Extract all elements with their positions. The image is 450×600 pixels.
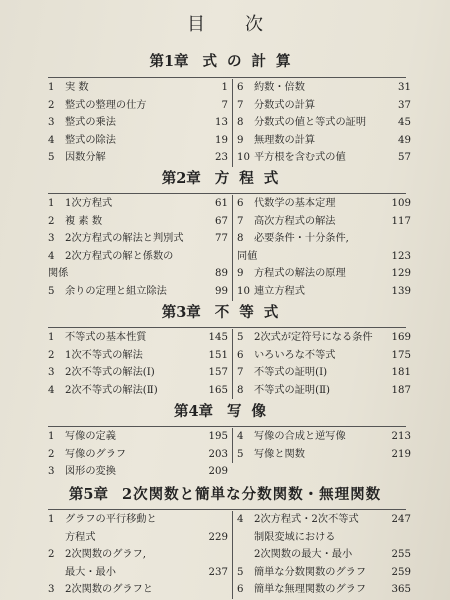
toc-item[interactable]: 7 分数式の計算 37: [237, 99, 411, 111]
left-column: [48, 511, 228, 599]
divider: [48, 426, 406, 427]
toc-item[interactable]: 3 整式の乗法 13: [48, 117, 228, 129]
divider: [48, 327, 406, 328]
toc-item[interactable]: 9 無理数の計算 49: [237, 134, 411, 146]
toc-item-continued[interactable]: 関係 89: [48, 268, 228, 280]
toc-item-continued[interactable]: 方程式 229: [65, 531, 228, 543]
chapter-name: 不等式: [214, 304, 289, 321]
toc-item[interactable]: 5 余りの定理と組立除法 99: [48, 285, 228, 297]
right-column: [232, 511, 411, 599]
right-column: [232, 428, 411, 463]
chapter-3-heading: [0, 301, 450, 322]
toc-item[interactable]: 6 簡単な無理関数のグラフ 365: [237, 584, 411, 596]
toc-title: 目次: [187, 14, 303, 35]
toc-item-continued[interactable]: 最大・最小 237: [65, 566, 228, 578]
toc-item[interactable]: 5 簡単な分数関数のグラフ 259: [237, 566, 411, 578]
toc-item[interactable]: 5 写像と関数 219: [237, 448, 411, 460]
toc-item[interactable]: 4 2次方程式の解と係数の: [48, 250, 174, 262]
right-column: [232, 79, 411, 167]
divider: [48, 193, 406, 194]
toc-item-continued[interactable]: 同値 123: [237, 250, 411, 262]
right-column: [232, 329, 411, 399]
chapter-number: 第1章: [149, 53, 189, 70]
left-column: [48, 195, 228, 301]
toc-item[interactable]: 2 複 素 数 67: [48, 215, 228, 227]
toc-item[interactable]: 6 代数学の基本定理 109: [237, 198, 411, 209]
toc-item[interactable]: 8 分数式の値と等式の証明 45: [237, 117, 411, 129]
toc-item[interactable]: 10 平方根を含む式の値 57: [237, 152, 411, 164]
left-column: [48, 79, 228, 167]
left-column: [48, 329, 228, 399]
toc-item[interactable]: 2 写像のグラフ 203: [48, 448, 228, 460]
toc-item-continued[interactable]: 制限変域における: [254, 531, 336, 543]
chapter-number: 第4章: [173, 403, 214, 420]
toc-item[interactable]: 1 不等式の基本性質 145: [48, 332, 228, 343]
toc-item[interactable]: 10 連立方程式 139: [237, 285, 411, 297]
toc-item[interactable]: 8 必要条件・十分条件,: [237, 233, 349, 245]
toc-item[interactable]: 4 2次方程式・2次不等式 247: [237, 514, 411, 525]
toc-item[interactable]: 8 不等式の証明(Ⅱ) 187: [237, 384, 411, 396]
left-column: [48, 428, 228, 481]
toc-item[interactable]: 1 実 数 1: [48, 82, 228, 93]
toc-item[interactable]: 7 不等式の証明(Ⅰ) 181: [237, 367, 411, 379]
chapter-5-heading: [0, 483, 450, 504]
chapter-number: 第5章: [68, 486, 108, 503]
toc-item[interactable]: 3 図形の変換 209: [48, 466, 228, 478]
chapter-2-heading: [0, 167, 450, 188]
chapter-name: 2次関数と簡単な分数関数・無理関数: [122, 486, 382, 503]
right-column: [232, 195, 411, 301]
toc-item[interactable]: 1 グラフの平行移動と: [48, 514, 157, 525]
toc-item-continued[interactable]: 2次関数の最大・最小 255: [254, 549, 411, 561]
chapter-name: 方程式: [214, 170, 289, 187]
chapter-name: 写像: [227, 403, 277, 420]
toc-item[interactable]: 5 2次式が定符号になる条件 169: [237, 332, 411, 343]
toc-item[interactable]: 1 写像の定義 195: [48, 431, 228, 442]
chapter-name: 式の計算: [202, 53, 301, 70]
toc-item[interactable]: 6 約数・倍数 31: [237, 82, 411, 93]
toc-item[interactable]: 4 2次不等式の解法(Ⅱ) 165: [48, 384, 228, 396]
divider: [48, 509, 406, 510]
toc-item[interactable]: 2 整式の整理の仕方 7: [48, 99, 228, 111]
toc-item[interactable]: 7 高次方程式の解法 117: [237, 215, 411, 227]
toc-item[interactable]: 3 2次関数のグラフと: [48, 584, 153, 596]
toc-item[interactable]: 4 整式の除法 19: [48, 134, 228, 146]
toc-item[interactable]: 4 写像の合成と逆写像 213: [237, 431, 411, 442]
chapter-number: 第3章: [161, 304, 201, 321]
toc-item[interactable]: 9 方程式の解法の原理 129: [237, 268, 411, 280]
divider: [48, 77, 406, 78]
chapter-1-heading: [0, 50, 450, 71]
toc-item[interactable]: 2 1次不等式の解法 151: [48, 349, 228, 361]
toc-item[interactable]: 2 2次関数のグラフ,: [48, 549, 147, 561]
toc-item[interactable]: 6 いろいろな不等式 175: [237, 349, 411, 361]
chapter-4-heading: [0, 400, 450, 421]
toc-item[interactable]: 3 2次不等式の解法(Ⅰ) 157: [48, 367, 228, 379]
toc-item[interactable]: 1 1次方程式 61: [48, 198, 228, 209]
toc-item[interactable]: 3 2次方程式の解法と判別式 77: [48, 233, 228, 245]
toc-item[interactable]: 5 因数分解 23: [48, 152, 228, 164]
chapter-number: 第2章: [161, 170, 201, 187]
